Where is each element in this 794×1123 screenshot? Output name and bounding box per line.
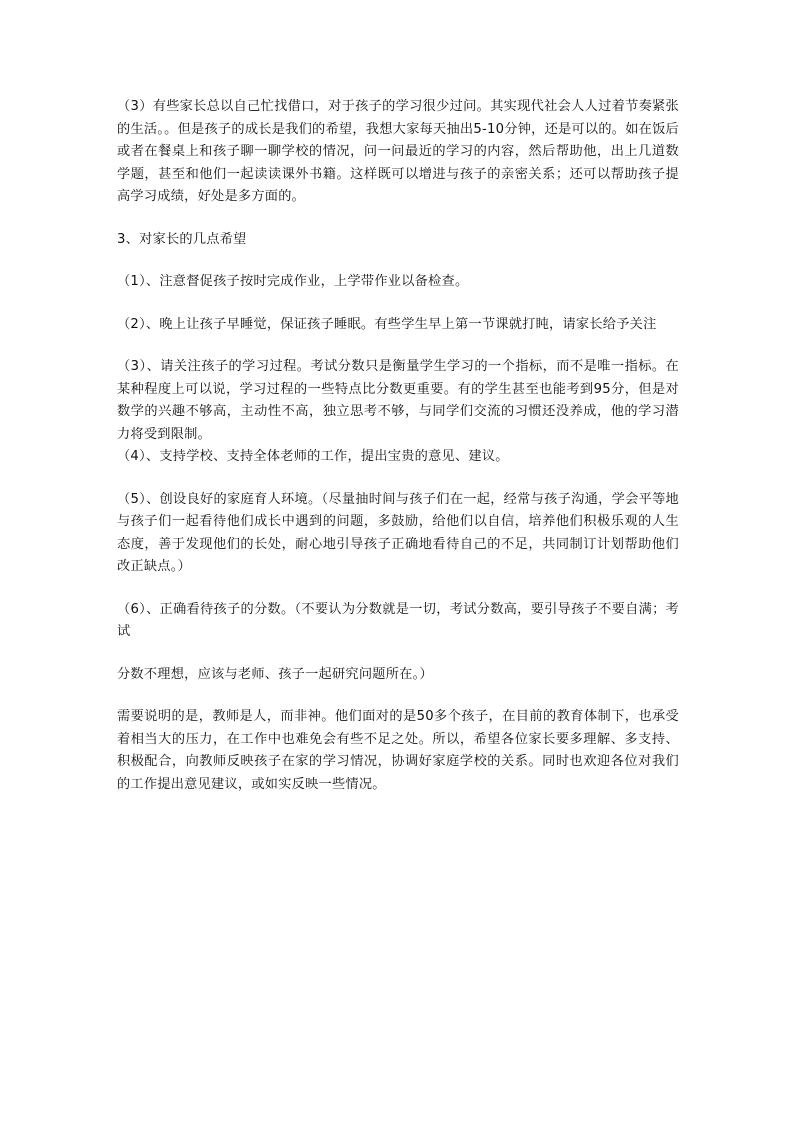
hope-item-3: （3）、请关注孩子的学习过程。考试分数只是衡量学生学习的一个指标，而不是唯一指标。在某种程度上可以说，学习过程的一些特点比分数更重要。有的学生甚至也能考到95分，但是对数学的兴趣不够高，主动性不高，独立思考不够，与同学们交流的习惯还没养成，他的学习潜力将受到限制。 [117, 359, 679, 442]
hope-item-5: （5）、创设良好的家庭育人环境。（尽量抽时间与孩子们在一起，经常与孩子沟通，学会平等地与孩子们一起看待他们成长中遇到的问题，多鼓励，给他们以自信，培养他们积极乐观的人生态度，善于发现他们的长处，耐心地引导孩子正确地看待自己的不足，共同制订计划帮助他们改正缺点。） [117, 491, 679, 574]
document-page [117, 96, 679, 796]
hope-item-6: （6）、正确看待孩子的分数。（不要认为分数就是一切，考试分数高，要引导孩子不要自满；考试 [117, 601, 679, 639]
hope-item-6-continued: 分数不理想，应该与老师、孩子一起研究问题所在。） [117, 666, 433, 682]
hope-item-2: （2）、晚上让孩子早睡觉，保证孩子睡眠。有些学生早上第一节课就打盹，请家长给予关注 [117, 316, 657, 332]
hope-item-4: （4）、支持学校、支持全体老师的工作，提出宝贵的意见、建议。 [117, 449, 509, 464]
closing-paragraph: 需要说明的是，教师是人，而非神。他们面对的是50多个孩子，在目前的教育体制下，也承受着相当大的压力，在工作中也难免会有些不足之处。所以，希望各位家长要多理解、多支持、积极配合，向教师反映孩子在家的学习情况，协调好家庭学校的关系。同时也欢迎各位对我们的工作提出意见建议，或如实反映一些情况。 [117, 709, 679, 792]
hope-item-1: （1）、注意督促孩子按时完成作业，上学带作业以备检查。 [117, 274, 469, 289]
paragraph-parent-involvement: （3）有些家长总以自己忙找借口，对于孩子的学习很少过问。其实现代社会人人过着节奏紧张的生活。。但是孩子的成长是我们的希望，我想大家每天抽出5-10分钟，还是可以的。如在饭后或者在餐桌上和孩子聊一聊学校的情况，问一问最近的学习的内容，然后帮助他，出上几道数学题，甚至和他们一起读读课外书籍。这样既可以增进与孩子的亲密关系；还可以帮助孩子提高学习成绩，好处是多方面的。 [117, 99, 679, 204]
section-heading-hopes: 3、对家长的几点希望 [117, 231, 247, 247]
